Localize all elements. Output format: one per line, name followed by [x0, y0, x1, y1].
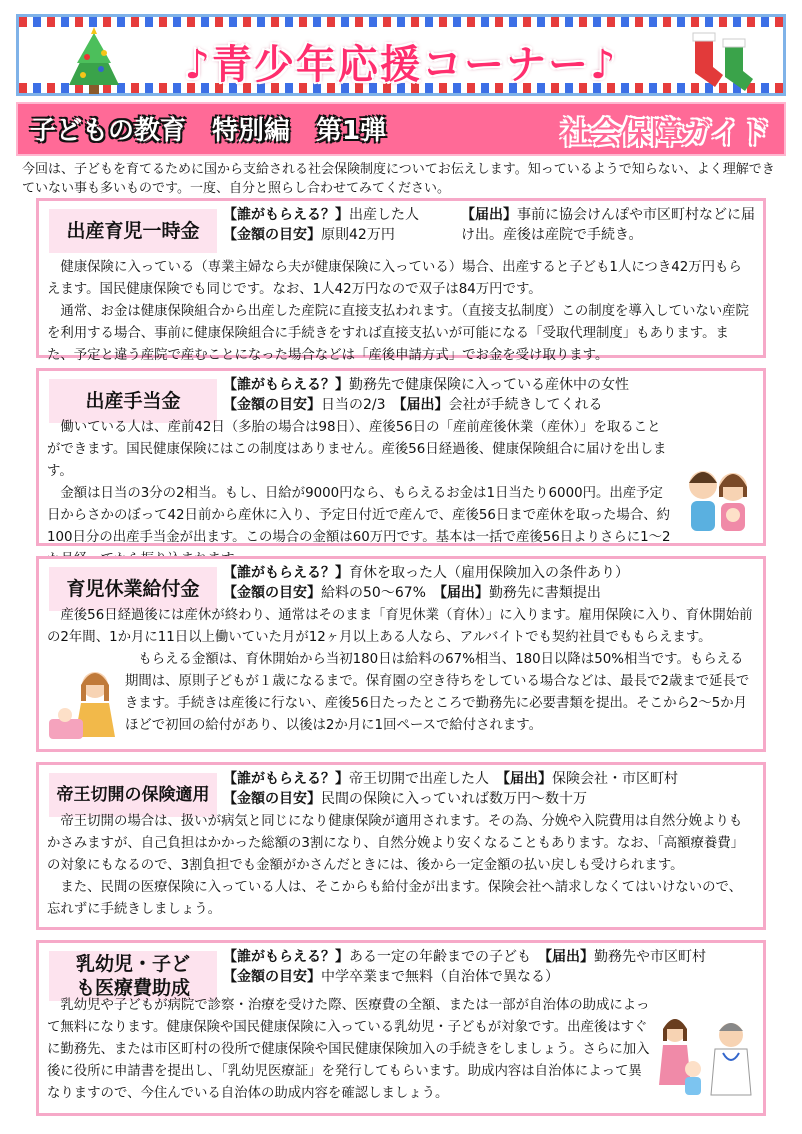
- paragraph: 金額は日当の3分の2相当。もし、日給が9000円なら、もらえるお金は1日当たり6000円。出産予定日からさかのぼって42日前から産休に入り、予定日付近で産んで、産後56日まで産休を取った場合、約100日分の出産手当金が出ます。この場合の金額は60万円です。基本は一括で産後56日よりさらに1～2: [47, 486, 671, 545]
- paragraph: 働いている人は、産前42日（多胎の場合は98日）、産後56日の「産前産後休業（産休）」を取ることができます。国民健康保険にはこの制度はありません。産後56日経過後、健康保険組合に届けを出します。: [47, 420, 667, 479]
- who-label: 【誰がもらえる？】: [223, 565, 349, 581]
- section-body: [47, 257, 755, 367]
- amount-value: 日当の2/3: [321, 397, 386, 413]
- amount-label: 【金額の目安】: [223, 969, 321, 985]
- section-meta: [223, 947, 706, 987]
- who-label: 【誰がもらえる？】: [223, 377, 349, 393]
- amount-label: 【金額の目安】: [223, 585, 321, 601]
- who-label: 【誰がもらえる？】: [223, 771, 349, 787]
- who-value: 帝王切開で出産した人: [349, 771, 489, 787]
- doctor-patient-illustration-icon: [653, 1011, 757, 1107]
- intro-text: 今回は、子どもを育てるために国から支給される社会保険制度についてお伝えします。知っているようで知らない、よく理解できていない事も多いものです。一度、自分と照らし合わせてみてください。: [22, 162, 775, 196]
- apply-label: 【届出】: [545, 949, 594, 965]
- section-title: 育児休業給付金: [49, 567, 217, 611]
- section-title: 帝王切開の保険適用: [49, 773, 217, 817]
- series-title: 子どもの教育 特別編 第1弾: [30, 116, 387, 146]
- section-c-section-insurance: [36, 762, 766, 930]
- header-banner: [16, 14, 786, 96]
- who-value: 育休を取った人（雇用保険加入の条件あり）: [349, 565, 629, 581]
- section-body: [47, 995, 653, 1105]
- section-meta: [223, 563, 629, 603]
- paragraph: 産後56日経過後には産休が終わり、通常はそのまま「育児休業（育休）」に入ります。雇用保険に入り、育休開始前の2年間、1か月に11日以上働いていた月が12ヶ月以上ある人なら、アルバイトでも契約社員でももらえます。: [47, 608, 753, 645]
- apply-label: 【届出】: [439, 585, 489, 601]
- apply-label: 【届出】: [503, 771, 552, 787]
- paragraph: 帝王切開の場合は、扱いが病気と同じになり健康保険が適用されます。その為、分娩や入院費用は自然分娩よりもかさみますが、自己負担はかかった総額の3割になり、自然分娩より安くなることもあります。なお、「高額療養費」の対象にもなるので、3割負担でも金額がかさんだときには、後から一定金額の払い戻しも受けられます。: [47, 814, 745, 873]
- amount-value: 原則42万円: [321, 227, 395, 243]
- page-title: ♪青少年応援コーナー♪: [184, 42, 618, 88]
- section-title: 出産育児一時金: [49, 209, 217, 253]
- apply-label: 【届出】: [461, 207, 517, 223]
- section-meta: [223, 375, 629, 415]
- paragraph: もらえる金額は、育休開始から当初180日は給料の67%相当、180日以降は50%相当です。もらえる期間は、原則子どもが１歳になるまで。保育園の空き待ちをしている場合などは、最長で2歳まで延長できます。手続きは産後に行ない、産後56日たったところで勤務先に必要書類を提出。そこから2～5か月ほどで初回の給付があり、以後は2か月に1回ペースで給付されます。: [125, 652, 750, 733]
- apply-label: 【届出】: [399, 397, 449, 413]
- mother-baby-illustration-icon: [47, 663, 123, 743]
- section-meta: [223, 205, 763, 245]
- who-value: ある一定の年齢までの子ども: [349, 949, 531, 965]
- amount-label: 【金額の目安】: [223, 791, 321, 807]
- apply-value: 事前に協会けんぽや市区町村などに届け出。産後は産院で手続き。: [461, 207, 755, 243]
- guide-title: 社会保障ガイド: [560, 116, 770, 151]
- paragraph: 通常、お金は健康保険組合から出産した産院に直接支払われます。（直接支払制度）この制度を導入していない産院を利用する場合、事前に健康保険組合に手続きをすれば直接支払いが可能になる「受取代理制度」もあります。また、予定と違う産院で産むことになった場合などは「産後申請方式」でお金を受け取ります。: [47, 304, 749, 363]
- amount-label: 【金額の目安】: [223, 227, 321, 243]
- who-value: 出産した人: [349, 207, 419, 223]
- amount-label: 【金額の目安】: [223, 397, 321, 413]
- amount-value: 民間の保険に入っていれば数万円～数十万: [321, 791, 587, 807]
- apply-value: 勤務先に書類提出: [488, 585, 601, 601]
- subheader-bar: [16, 102, 786, 156]
- paragraph: 健康保険に入っている（専業主婦なら夫が健康保険に入っている）場合、出産すると子ども1人につき42万円もらえます。国民健康保険でも同じです。なお、1人42万円なので双子は84万円です。: [47, 260, 742, 297]
- section-body: [47, 811, 755, 921]
- section-maternity-allowance: [36, 368, 766, 546]
- decorative-stripe: [19, 17, 783, 27]
- who-value: 勤務先で健康保険に入っている産休中の女性: [349, 377, 629, 393]
- amount-value: 中学卒業まで無料（自治体で異なる）: [321, 969, 559, 985]
- section-title-text: 乳幼児・子ども医療費助成: [75, 953, 190, 999]
- section-title: 出産手当金: [49, 379, 217, 423]
- family-illustration-icon: [677, 457, 757, 537]
- apply-value: 会社が手続きしてくれる: [448, 397, 603, 413]
- paragraph: また、民間の医療保険に入っている人は、そこからも給付金が出ます。保険会社へ請求しなくてはいけないので、忘れずに手続きしましょう。: [47, 880, 742, 917]
- apply-value: 勤務先や市区町村: [594, 949, 706, 965]
- section-meta: [223, 769, 678, 809]
- section-body: [47, 605, 755, 737]
- who-label: 【誰がもらえる？】: [223, 949, 349, 965]
- amount-value: 給料の50～67%: [321, 585, 426, 601]
- section-title: [49, 951, 217, 1001]
- paragraph: 乳幼児や子どもが病院で診察・治療を受けた際、医療費の全額、または一部が自治体の助成によって無料になります。健康保険や国民健康保険に入っている乳幼児・子どもが対象です。出産後はすぐに勤務先、または市区町村の役所で健康保険や国民健康保険加入の手続きをしましょう。さらに加入後に役所に申請書を提出し、「乳幼児医療証」を発行してもらいます。助成内容は自治体によって異なりますので、今住んでいる自治体の助成内容を確認しましょう。: [47, 998, 650, 1101]
- who-label: 【誰がもらえる？】: [223, 207, 349, 223]
- apply-value: 保険会社・市区町村: [552, 771, 678, 787]
- section-birth-lump-sum: [36, 198, 766, 363]
- section-child-medical-subsidy: [36, 940, 766, 1116]
- section-childcare-leave-benefit: [36, 556, 766, 752]
- section-body: [47, 417, 673, 571]
